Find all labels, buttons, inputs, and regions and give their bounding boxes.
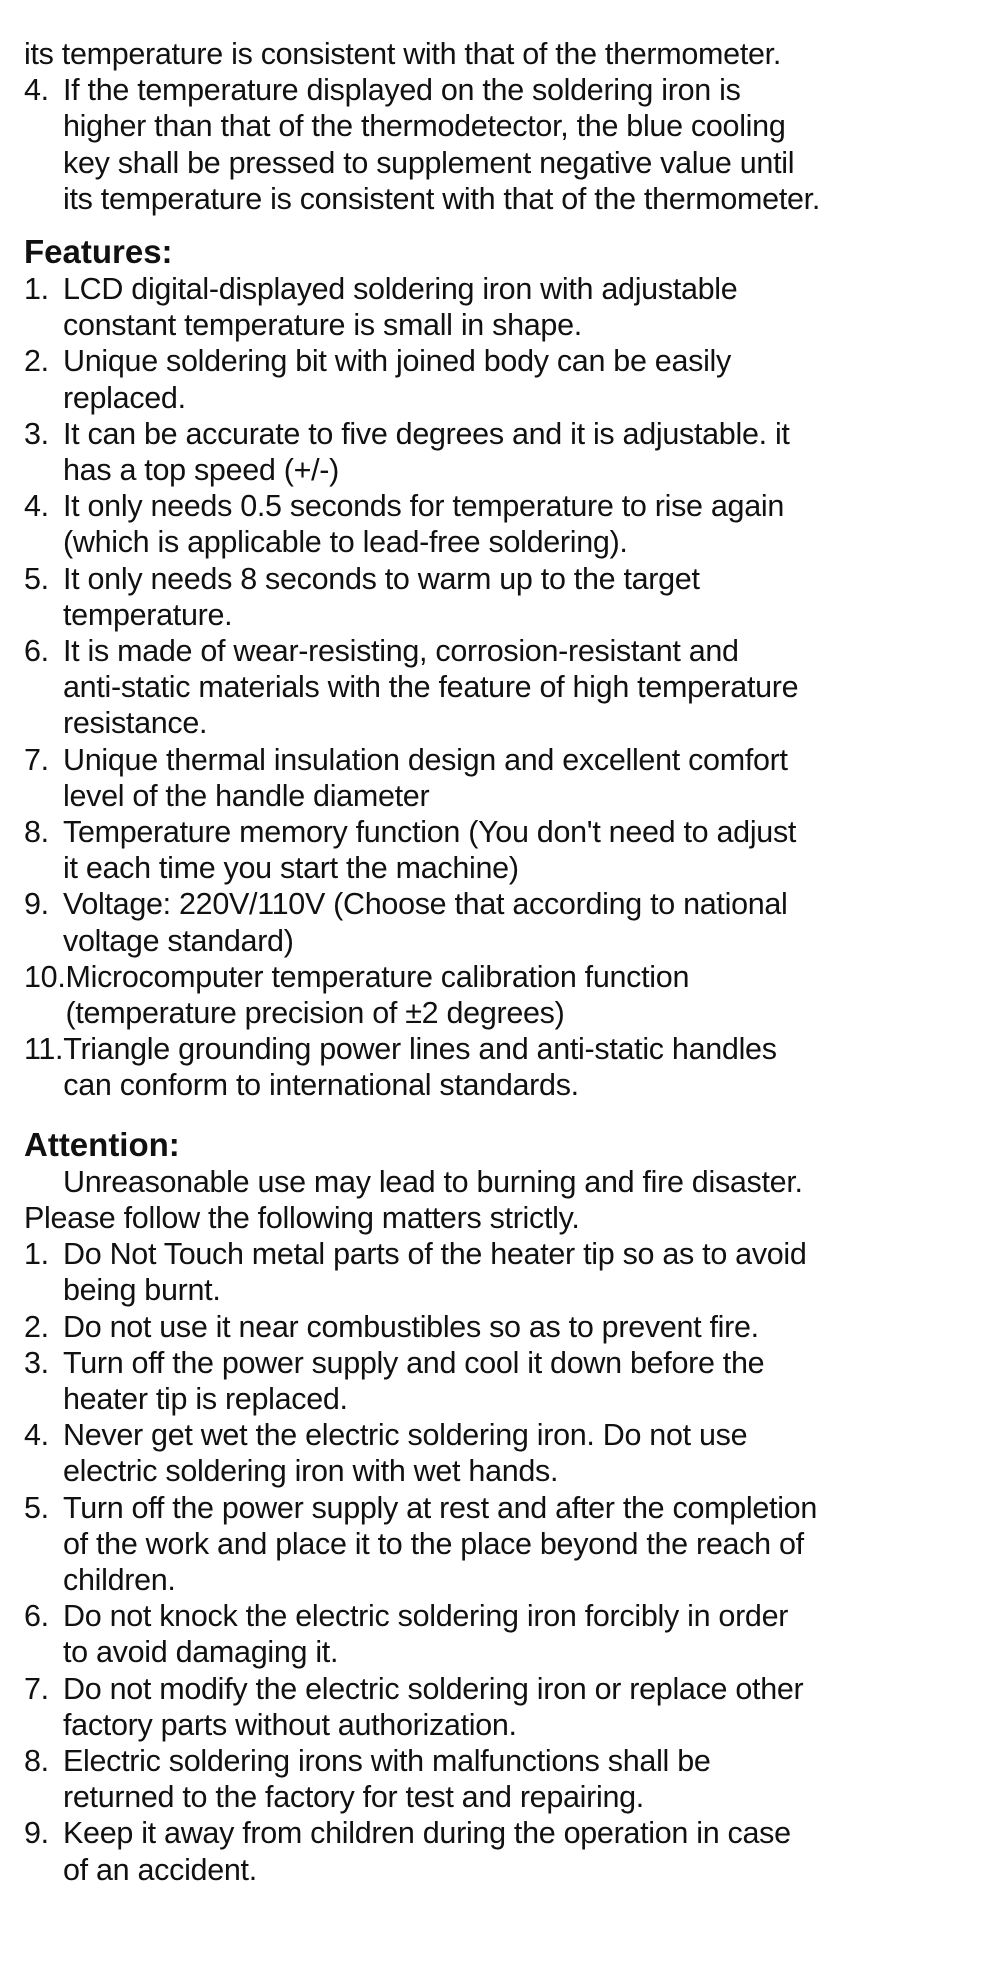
- attention-item-9: [24, 1815, 984, 1887]
- attention-intro-line-2: Please follow the following matters strictly.: [24, 1200, 580, 1235]
- list-text: Voltage: 220V/110V (Choose that according to national voltage standard): [63, 887, 788, 958]
- list-number: 2.: [24, 344, 49, 379]
- list-text: Do not knock the electric soldering iron forcibly in order to avoid damaging it.: [63, 1599, 789, 1670]
- list-number: 4.: [24, 73, 49, 108]
- feature-item-7: [24, 742, 984, 814]
- feature-item-10: [24, 959, 984, 1031]
- list-number: 3.: [24, 416, 49, 451]
- list-number: 5.: [24, 1490, 49, 1525]
- attention-item-3: [24, 1345, 984, 1417]
- intro-continuation-line: its temperature is consistent with that of the thermometer.: [24, 37, 782, 71]
- list-text: If the temperature displayed on the soldering iron is higher than that of the thermodetector, the blue cooling key shall be pressed to supplement negative value until its temperature is consistent with that of the thermometer.: [63, 73, 821, 216]
- list-number: 11.: [24, 1032, 64, 1067]
- feature-item-6: [24, 633, 984, 742]
- list-number: 1.: [24, 1237, 49, 1272]
- list-text: Unique thermal insulation design and excellent comfort level of the handle diameter: [63, 742, 788, 813]
- feature-item-11: [24, 1031, 984, 1103]
- features-heading: Features:: [24, 233, 173, 271]
- list-number: 4.: [24, 1418, 49, 1453]
- list-number: 5.: [24, 561, 49, 596]
- list-number: 4.: [24, 489, 49, 524]
- list-number: 7.: [24, 1671, 49, 1706]
- feature-item-5: [24, 561, 984, 633]
- feature-item-8: [24, 814, 984, 886]
- attention-item-2: [24, 1309, 984, 1345]
- list-text: LCD digital-displayed soldering iron with adjustable constant temperature is small in shape.: [63, 272, 738, 343]
- list-text: Do Not Touch metal parts of the heater tip so as to avoid being burnt.: [63, 1237, 807, 1308]
- list-number: 1.: [24, 272, 49, 307]
- feature-item-9: [24, 886, 984, 958]
- list-number: 3.: [24, 1345, 49, 1380]
- attention-item-6: [24, 1598, 984, 1670]
- features-list: [24, 271, 984, 1104]
- list-number: 6.: [24, 1599, 49, 1634]
- list-number: 7.: [24, 742, 49, 777]
- list-text: Unique soldering bit with joined body can be easily replaced.: [63, 344, 731, 415]
- attention-heading: Attention:: [24, 1125, 180, 1163]
- list-text: It only needs 8 seconds to warm up to the target temperature.: [63, 561, 700, 632]
- manual-page: [24, 36, 984, 1888]
- list-text: Never get wet the electric soldering iron. Do not use electric soldering iron with wet hands.: [63, 1418, 748, 1489]
- list-number: 10.: [24, 959, 66, 994]
- feature-item-2: [24, 343, 984, 415]
- feature-item-1: [24, 271, 984, 343]
- attention-item-4: [24, 1417, 984, 1489]
- attention-item-8: [24, 1743, 984, 1815]
- list-text: Turn off the power supply at rest and after the completion of the work and place it to the place beyond the reach of children.: [63, 1490, 818, 1597]
- feature-item-4: [24, 488, 984, 560]
- list-text: It can be accurate to five degrees and it is adjustable. it has a top speed (+/-): [63, 416, 790, 488]
- list-text: Temperature memory function (You don't need to adjust it each time you start the machine): [63, 815, 797, 886]
- attention-item-5: [24, 1490, 984, 1599]
- list-number: 9.: [24, 887, 49, 922]
- list-text: Keep it away from children during the operation in case of an accident.: [63, 1816, 791, 1887]
- list-number: 8.: [24, 815, 49, 850]
- attention-intro-line-1: Unreasonable use may lead to burning and fire disaster.: [63, 1164, 803, 1199]
- list-text: Do not use it near combustibles so as to prevent fire.: [63, 1309, 759, 1344]
- attention-item-1: [24, 1236, 984, 1308]
- list-number: 2.: [24, 1309, 49, 1344]
- list-text: Microcomputer temperature calibration function (temperature precision of ±2 degrees): [65, 959, 690, 1031]
- intro-list-item-4: [24, 72, 984, 217]
- attention-list: [24, 1236, 984, 1888]
- feature-item-3: [24, 416, 984, 488]
- list-text: Electric soldering irons with malfunctions shall be returned to the factory for test and repairing.: [63, 1743, 711, 1815]
- list-text: It is made of wear-resisting, corrosion-resistant and anti-static materials with the feature of high temperature resistance.: [63, 634, 799, 741]
- list-text: It only needs 0.5 seconds for temperature to rise again (which is applicable to lead-free soldering).: [63, 489, 785, 560]
- list-number: 9.: [24, 1816, 49, 1851]
- list-number: 6.: [24, 634, 49, 669]
- list-number: 8.: [24, 1743, 49, 1778]
- list-text: Turn off the power supply and cool it down before the heater tip is replaced.: [63, 1345, 765, 1416]
- attention-item-7: [24, 1671, 984, 1743]
- list-text: Do not modify the electric soldering iron or replace other factory parts without authorization.: [63, 1671, 804, 1742]
- list-text: Triangle grounding power lines and anti-static handles can conform to international standards.: [63, 1032, 777, 1103]
